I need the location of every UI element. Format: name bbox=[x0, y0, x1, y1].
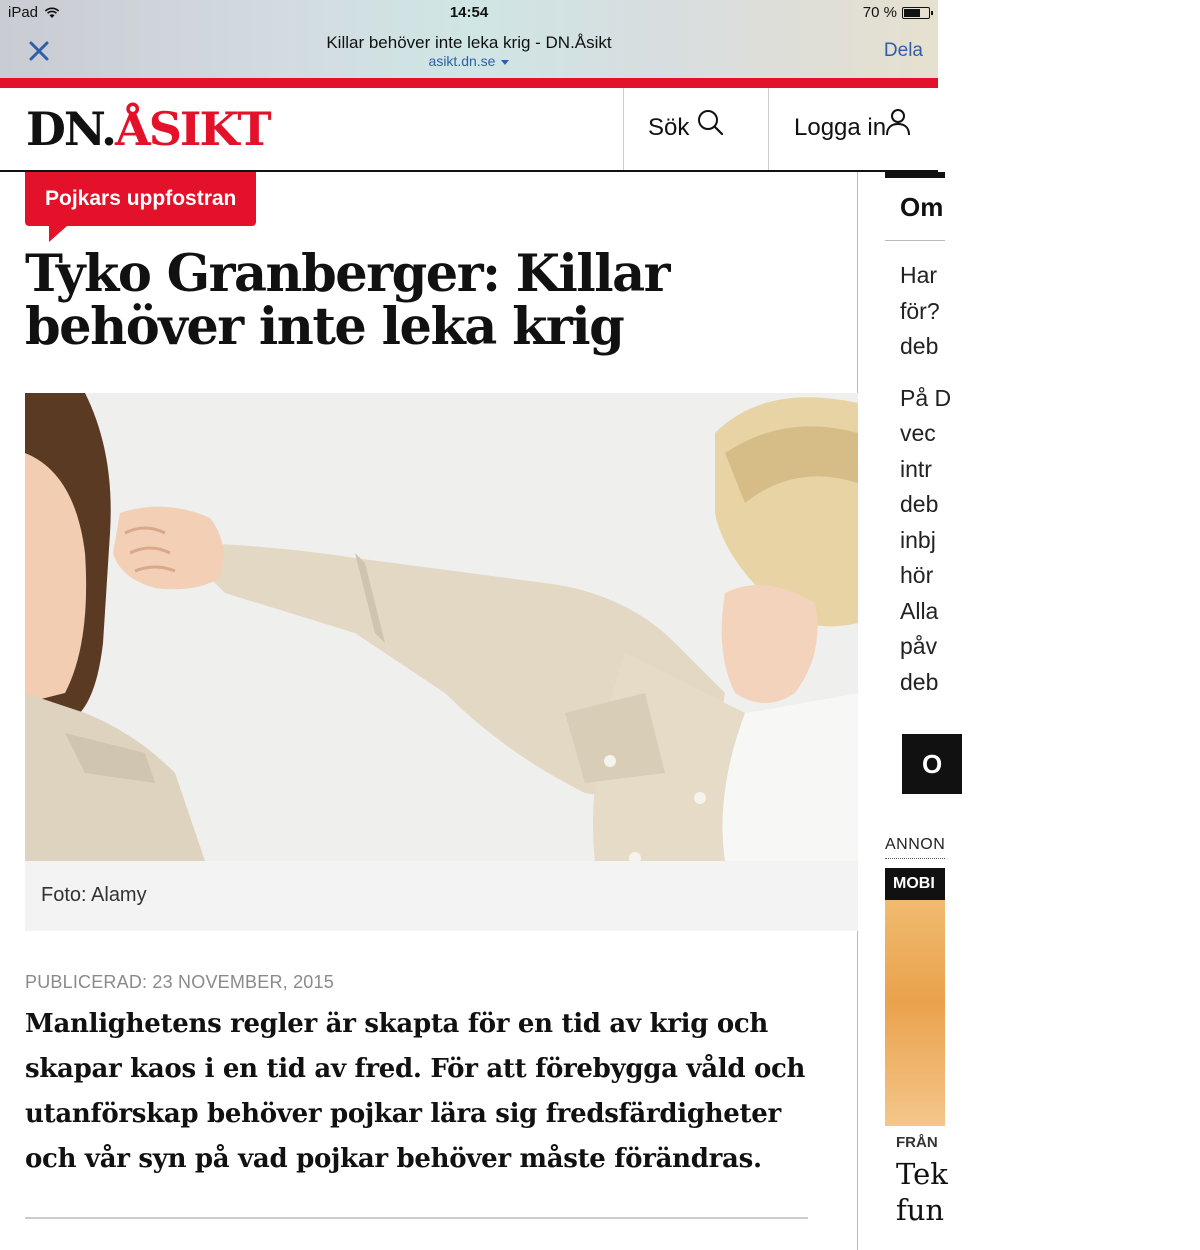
search-button[interactable] bbox=[623, 88, 769, 170]
article-headline: Tyko Granberger: Killar behöver inte leka krig bbox=[25, 244, 670, 357]
page-title[interactable]: Killar behöver inte leka krig - DN.Åsikt bbox=[326, 33, 612, 52]
browser-chrome bbox=[0, 0, 938, 78]
sidebar-line: intr bbox=[900, 455, 932, 482]
sidebar-line: På D bbox=[900, 384, 952, 411]
sidebar bbox=[859, 172, 952, 1250]
sidebar-line: vec bbox=[900, 420, 936, 446]
photo-caption: Foto: Alamy bbox=[41, 884, 147, 906]
article-lead: Manlighetens regler är skapta för en tid av krig och skapar kaos i en tid av fred. För att förebygga våld och utanförskap behöver pojkar lära sig fredsfärdigheter och vår syn på vad pojkar behöver måste förändras. bbox=[25, 1009, 806, 1174]
chevron-down-icon bbox=[501, 60, 509, 65]
sidebar-rule bbox=[885, 240, 945, 241]
sidebar-line: Alla bbox=[900, 597, 939, 624]
photo-caption-box bbox=[25, 861, 858, 931]
sidebar-paragraph-1 bbox=[900, 258, 1200, 365]
ad-from: FRÅN bbox=[896, 1134, 938, 1151]
battery-percent: 70 % bbox=[862, 4, 897, 21]
sidebar-button[interactable]: O bbox=[902, 734, 962, 794]
sidebar-text bbox=[900, 258, 1200, 716]
sidebar-line: påv bbox=[900, 633, 938, 659]
status-right bbox=[863, 4, 930, 21]
search-icon bbox=[696, 108, 724, 136]
sidebar-line: för? bbox=[900, 297, 940, 324]
ad-image[interactable] bbox=[885, 900, 945, 1126]
ad-headline[interactable] bbox=[896, 1156, 948, 1228]
share-button[interactable]: Dela bbox=[883, 40, 923, 61]
article-photo[interactable] bbox=[25, 393, 858, 861]
user-icon bbox=[885, 108, 911, 136]
sidebar-line: deb bbox=[900, 333, 939, 359]
logo-asikt: ÅSIKT bbox=[115, 102, 270, 156]
search-label: Sök bbox=[648, 114, 690, 141]
site-logo[interactable] bbox=[26, 102, 270, 156]
ad-headline-line: Tek bbox=[896, 1157, 948, 1191]
ad-label: ANNON bbox=[885, 836, 946, 853]
sidebar-line: Har bbox=[900, 262, 938, 288]
status-time: 14:54 bbox=[449, 4, 489, 21]
sidebar-paragraph-2 bbox=[900, 381, 1200, 701]
url-domain[interactable] bbox=[0, 53, 938, 69]
article-column bbox=[0, 172, 858, 1250]
ad-tag: MOBI bbox=[885, 868, 945, 900]
ad-rule bbox=[885, 858, 945, 859]
sidebar-topbar bbox=[885, 172, 945, 178]
domain-text: asikt.dn.se bbox=[428, 53, 496, 69]
device-label: iPad bbox=[8, 4, 39, 21]
sidebar-line: hör bbox=[900, 562, 934, 588]
brand-bar bbox=[0, 78, 938, 88]
site-header bbox=[0, 88, 938, 172]
login-button[interactable] bbox=[769, 88, 938, 170]
sidebar-line: deb bbox=[900, 491, 939, 517]
article-kicker[interactable]: Pojkars uppfostran bbox=[25, 172, 256, 226]
ad-headline-line: fun bbox=[896, 1193, 945, 1227]
sidebar-title: Om bbox=[900, 192, 944, 222]
battery-fill bbox=[904, 9, 920, 17]
kicker-tail bbox=[49, 226, 67, 242]
login-label: Logga in bbox=[794, 114, 887, 141]
published-date: PUBLICERAD: 23 NOVEMBER, 2015 bbox=[25, 972, 334, 992]
divider bbox=[25, 1217, 808, 1219]
sidebar-line: deb bbox=[900, 668, 939, 695]
logo-dn: DN. bbox=[26, 102, 116, 156]
sidebar-line: inbj bbox=[900, 526, 936, 553]
battery-icon bbox=[902, 7, 930, 19]
battery-cap bbox=[931, 11, 933, 15]
